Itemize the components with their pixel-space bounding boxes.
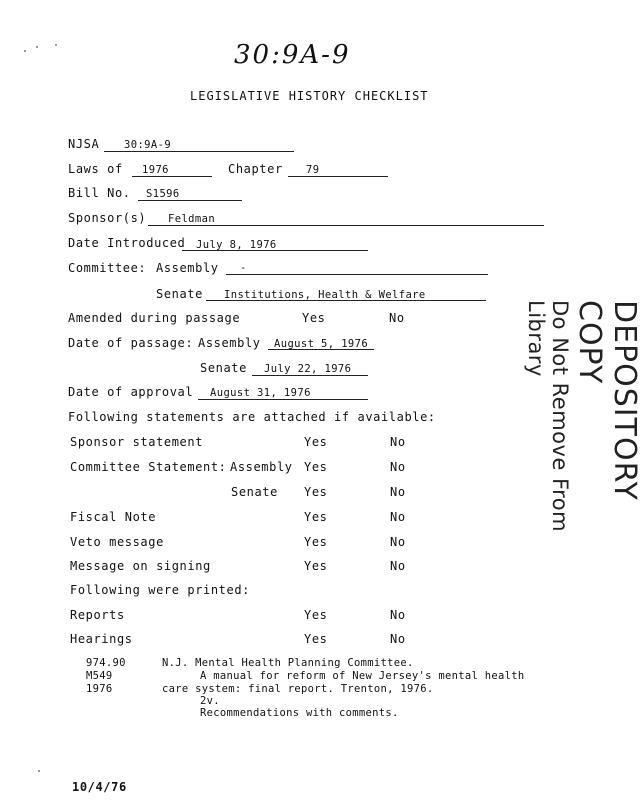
laws-of-value: 1976	[142, 164, 169, 176]
date-introduced-underline	[182, 250, 368, 251]
committee-statement-senate-no: No	[390, 485, 406, 499]
attached-heading: Following statements are attached if available:	[68, 410, 436, 424]
fiscal-note-yes: Yes	[304, 510, 328, 524]
passage-assembly-label: Assembly	[198, 336, 261, 350]
chapter-underline	[288, 176, 388, 177]
reports-yes: Yes	[304, 608, 328, 622]
njsa-label: NJSA	[68, 137, 100, 151]
hearings-yes: Yes	[304, 632, 328, 646]
njsa-value: 30:9A-9	[124, 139, 172, 151]
message-on-signing-no: No	[390, 559, 406, 573]
passage-assembly-underline	[268, 349, 374, 350]
hearings-no: No	[390, 632, 406, 646]
reports-label: Reports	[70, 608, 125, 622]
committee-label: Committee:	[68, 261, 147, 275]
date-introduced-label: Date Introduced	[68, 236, 186, 250]
sponsors-value: Feldman	[168, 213, 216, 225]
committee-assembly-label: Assembly	[156, 261, 219, 275]
catalog-line-1: N.J. Mental Health Planning Committee.	[162, 657, 414, 669]
date-of-approval-underline	[198, 399, 368, 400]
committee-senate-label: Senate	[156, 287, 203, 301]
veto-message-label: Veto message	[70, 535, 164, 549]
speck	[55, 44, 57, 46]
catalog-line-2: A manual for reform of New Jersey's mental health	[200, 670, 525, 682]
committee-statement-assembly-yes: Yes	[304, 460, 328, 474]
committee-senate-value: Institutions, Health & Welfare	[224, 289, 426, 301]
committee-statement-label: Committee Statement:	[70, 460, 227, 474]
committee-statement-senate-label: Senate	[231, 485, 278, 499]
sponsor-statement-no: No	[390, 435, 406, 449]
speck	[24, 50, 26, 52]
laws-of-label: Laws of	[68, 162, 123, 176]
amended-yes: Yes	[302, 311, 326, 325]
date-introduced-value: July 8, 1976	[196, 239, 277, 251]
catalog-line-3: care system: final report. Trenton, 1976.	[162, 683, 434, 695]
speck	[38, 770, 40, 772]
passage-senate-label: Senate	[200, 361, 247, 375]
call-number-line-1: 974.90	[86, 657, 126, 669]
veto-message-no: No	[390, 535, 406, 549]
call-number-line-2: M549	[86, 670, 113, 682]
committee-statement-assembly-no: No	[390, 460, 406, 474]
committee-statement-assembly-label: Assembly	[230, 460, 293, 474]
fiscal-note-no: No	[390, 510, 406, 524]
committee-assembly-underline	[226, 274, 488, 275]
handwritten-number: 30:9A-9	[234, 40, 351, 70]
bill-no-value: S1596	[146, 188, 180, 200]
chapter-label: Chapter	[228, 162, 283, 176]
sponsors-underline	[148, 225, 544, 226]
printed-heading: Following were printed:	[70, 583, 250, 597]
veto-message-yes: Yes	[304, 535, 328, 549]
date-of-approval-label: Date of approval	[68, 385, 194, 399]
footer-date: 10/4/76	[72, 780, 127, 794]
stamp-line-2: Do Not Remove From Library	[524, 300, 572, 533]
sponsors-label: Sponsor(s)	[68, 211, 147, 225]
stamp-line-1: DEPOSITORY COPY	[572, 300, 642, 501]
committee-assembly-value: -	[240, 262, 247, 274]
passage-assembly-value: August 5, 1976	[274, 338, 369, 350]
committee-senate-underline	[206, 300, 486, 301]
speck	[36, 46, 38, 48]
committee-statement-senate-yes: Yes	[304, 485, 328, 499]
amended-label: Amended during passage	[68, 311, 241, 325]
bill-no-underline	[138, 200, 242, 201]
passage-senate-value: July 22, 1976	[264, 363, 352, 375]
chapter-value: 79	[306, 164, 320, 176]
hearings-label: Hearings	[70, 632, 133, 646]
call-number-line-3: 1976	[86, 683, 113, 695]
sponsor-statement-label: Sponsor statement	[70, 435, 204, 449]
sponsor-statement-yes: Yes	[304, 435, 328, 449]
passage-senate-underline	[252, 375, 368, 376]
date-of-passage-label: Date of passage:	[68, 336, 194, 350]
message-on-signing-yes: Yes	[304, 559, 328, 573]
message-on-signing-label: Message on signing	[70, 559, 211, 573]
catalog-line-5: Recommendations with comments.	[200, 707, 399, 719]
amended-no: No	[389, 311, 405, 325]
date-of-approval-value: August 31, 1976	[210, 387, 311, 399]
reports-no: No	[390, 608, 406, 622]
njsa-underline	[104, 151, 294, 152]
page-title: LEGISLATIVE HISTORY CHECKLIST	[190, 89, 429, 103]
bill-no-label: Bill No.	[68, 186, 131, 200]
depository-stamp	[512, 300, 642, 590]
fiscal-note-label: Fiscal Note	[70, 510, 157, 524]
laws-of-underline	[132, 176, 212, 177]
catalog-line-4: 2v.	[200, 695, 220, 707]
